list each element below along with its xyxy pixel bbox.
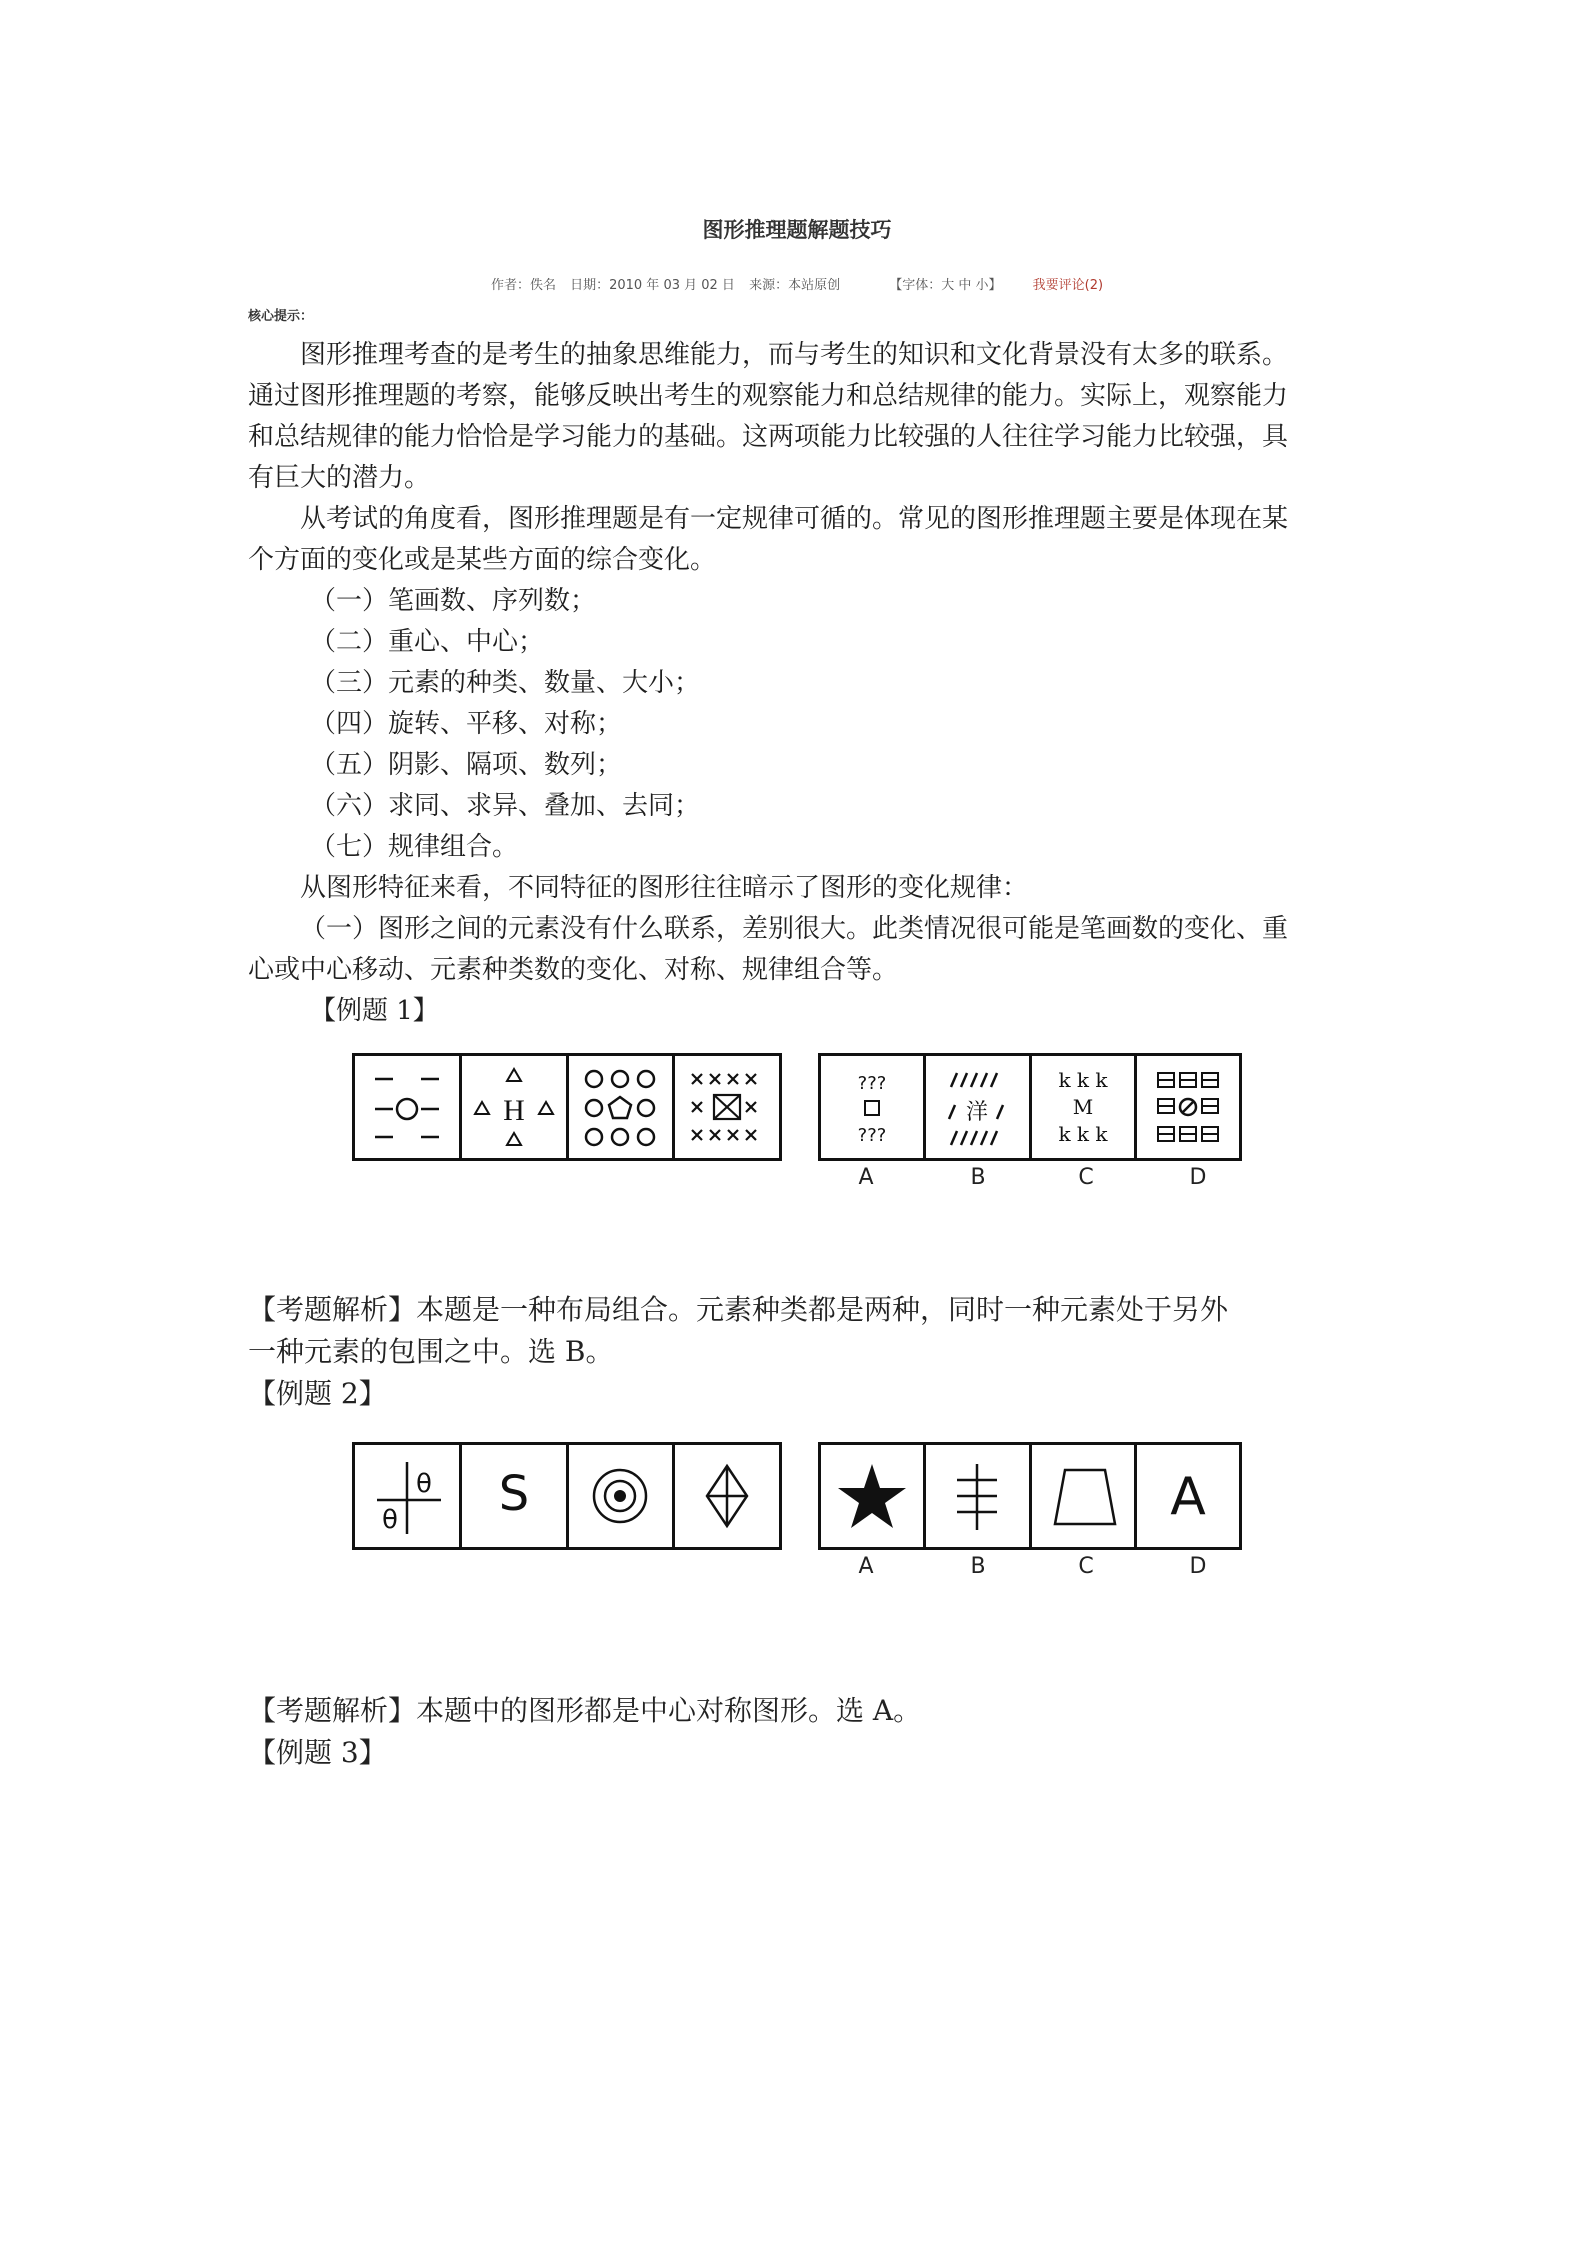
- paragraph-line: 图形推理考查的是考生的抽象思维能力，而与考生的知识和文化背景没有太多的联系。: [300, 340, 1289, 370]
- list-item: （三）元素的种类、数量、大小；: [310, 668, 701, 698]
- comment-link[interactable]: 我要评论(2): [1032, 278, 1104, 293]
- a-glyph: A: [1170, 1467, 1206, 1527]
- list-item: （七）规律组合。: [310, 832, 519, 862]
- figure-cell: [675, 1445, 779, 1547]
- question-marks: ???: [857, 1073, 887, 1094]
- example-2-question-row: [352, 1442, 782, 1550]
- article-meta: [0, 274, 1594, 293]
- core-hint-label: 核心提示：: [248, 309, 314, 324]
- list-item: （六）求同、求异、叠加、去同；: [310, 791, 701, 821]
- figure-cell: [462, 1056, 569, 1158]
- concentric-circles-figure: [570, 1448, 670, 1544]
- option-label-c: C: [1078, 1554, 1094, 1579]
- source: 来源：本站原创: [749, 278, 841, 293]
- paragraph-line: 有巨大的潜力。: [248, 463, 431, 493]
- paragraph-line: 从图形特征来看，不同特征的图形往往暗示了图形的变化规律：: [300, 873, 1029, 903]
- ladder-figure: [927, 1448, 1027, 1544]
- figure-cell: [355, 1445, 462, 1547]
- theta-cross-figure: [357, 1448, 457, 1544]
- example-3-label: 【例题 3】: [248, 1736, 387, 1769]
- example-2-options-row: [818, 1442, 1242, 1550]
- figure-cell: [675, 1056, 779, 1158]
- example-2-label: 【例题 2】: [248, 1377, 387, 1410]
- theta-glyph: θ: [415, 1469, 432, 1499]
- font-size-selector[interactable]: 【字体：大 中 小】: [889, 278, 1002, 293]
- paragraph-line: 心或中心移动、元素种类数的变化、对称、规律组合等。: [248, 955, 899, 985]
- lines-circle-figure: [357, 1059, 457, 1155]
- option-label-d: D: [1189, 1554, 1207, 1579]
- paragraph-line: 【考题解析】本题是一种布局组合。元素种类都是两种，同时一种元素处于另外: [248, 1293, 1229, 1326]
- crosses-box-figure: [677, 1059, 777, 1155]
- paragraph-line: （一）图形之间的元素没有什么联系，差别很大。此类情况很可能是笔画数的变化、重: [300, 914, 1289, 944]
- option-b-cell[interactable]: [926, 1056, 1031, 1158]
- diamond-cross-figure: [677, 1448, 777, 1544]
- circles-pentagon-figure: [570, 1059, 670, 1155]
- option-label-a: A: [858, 1165, 874, 1190]
- option-d-cell[interactable]: [1137, 1056, 1239, 1158]
- option-b-figure: [927, 1059, 1027, 1155]
- list-item: （五）阴影、隔项、数列；: [310, 750, 623, 780]
- analysis-1: [248, 1289, 1358, 1415]
- star-icon: [822, 1448, 922, 1544]
- paragraph-line: 和总结规律的能力恰恰是学习能力的基础。这两项能力比较强的人往往学习能力比较强，具: [248, 422, 1289, 452]
- figure-cell: [569, 1445, 676, 1547]
- option-label-b: B: [970, 1165, 986, 1190]
- list-item: （四）旋转、平移、对称；: [310, 709, 623, 739]
- date: 日期：2010 年 03 月 02 日: [570, 278, 735, 293]
- example-1-label: 【例题 1】: [310, 996, 439, 1026]
- s-glyph: S: [498, 1466, 529, 1522]
- figure-cell: [462, 1445, 569, 1547]
- letter-a-figure: [1138, 1448, 1238, 1544]
- option-a-figure: [822, 1059, 922, 1155]
- paragraph-line: 从考试的角度看，图形推理题是有一定规律可循的。常见的图形推理题主要是体现在某: [300, 504, 1289, 534]
- paragraph-line: 个方面的变化或是某些方面的综合变化。: [248, 545, 717, 575]
- theta-glyph: θ: [381, 1505, 398, 1535]
- paragraph-line: 一种元素的包围之中。选 B。: [248, 1335, 614, 1368]
- paragraph-line: 【考题解析】本题中的图形都是中心对称图形。选 A。: [248, 1694, 922, 1727]
- figure-cell: [569, 1056, 676, 1158]
- trapezoid-figure: [1033, 1448, 1133, 1544]
- option-label-d: D: [1189, 1165, 1207, 1190]
- option-d-figure: [1138, 1059, 1238, 1155]
- analysis-2: [248, 1690, 1358, 1774]
- figure-letter: H: [502, 1094, 525, 1127]
- k-row-bottom: k k k: [1058, 1122, 1108, 1146]
- list-item: （一）笔画数、序列数；: [310, 586, 597, 616]
- question-marks: ???: [857, 1125, 887, 1146]
- option-c-figure: [1033, 1059, 1133, 1155]
- k-row-top: k k k: [1058, 1068, 1108, 1092]
- option-a-cell[interactable]: [821, 1056, 926, 1158]
- figure-cell: [355, 1056, 462, 1158]
- example-1-options-row: [818, 1053, 1242, 1161]
- option-label-c: C: [1078, 1165, 1094, 1190]
- option-label-b: B: [970, 1554, 986, 1579]
- option-a-cell[interactable]: [821, 1445, 926, 1547]
- option-b-char: 洋: [966, 1100, 989, 1125]
- option-d-cell[interactable]: [1137, 1445, 1239, 1547]
- list-item: （二）重心、中心；: [310, 627, 545, 657]
- author: 作者：佚名: [490, 278, 556, 293]
- page-title: 图形推理题解题技巧: [702, 217, 892, 242]
- triangles-letter-figure: [464, 1059, 564, 1155]
- option-c-cell[interactable]: [1032, 1056, 1137, 1158]
- option-c-cell[interactable]: [1032, 1445, 1137, 1547]
- example-1-question-row: [352, 1053, 782, 1161]
- paragraph-line: 通过图形推理题的考察，能够反映出考生的观察能力和总结规律的能力。实际上，观察能力: [248, 381, 1289, 411]
- m-letter: M: [1072, 1095, 1093, 1119]
- article-body: [248, 335, 1358, 1032]
- option-b-cell[interactable]: [926, 1445, 1031, 1547]
- letter-s-figure: [464, 1448, 564, 1544]
- option-label-a: A: [858, 1554, 874, 1579]
